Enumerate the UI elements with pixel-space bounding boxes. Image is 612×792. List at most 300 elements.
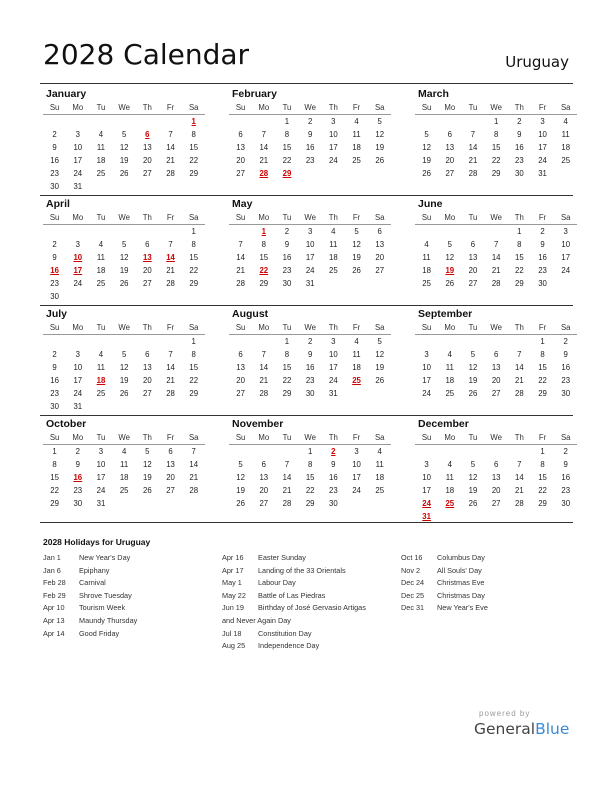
weekday-header: We <box>485 101 508 115</box>
day-cell: 8 <box>191 240 196 249</box>
day-cell: 27 <box>236 389 245 398</box>
weekday-header: We <box>113 431 136 445</box>
holiday-entry <box>43 552 137 565</box>
empty-cell <box>485 335 508 348</box>
empty-cell <box>159 335 182 348</box>
day-cell: 9 <box>331 460 336 469</box>
day-cell: 6 <box>470 240 476 249</box>
brand-general: General <box>474 720 536 738</box>
weekday-header: Mo <box>66 431 89 445</box>
day-cell: 4 <box>331 227 336 236</box>
weekday-header: Fr <box>531 101 554 115</box>
day-cell: 19 <box>375 143 385 152</box>
weekday-header: Fr <box>345 431 368 445</box>
divider <box>40 195 573 196</box>
day-cell: 10 <box>73 363 83 372</box>
day-cell: 13 <box>143 143 152 152</box>
day-cell: 11 <box>352 130 361 139</box>
month-name: May <box>232 198 253 210</box>
day-cell: 2 <box>563 447 568 456</box>
day-cell: 17 <box>422 376 431 385</box>
weekday-header: Th <box>322 431 345 445</box>
day-cell: 30 <box>515 169 524 178</box>
weekday-header: Th <box>136 321 159 335</box>
day-cell: 3 <box>354 447 359 456</box>
day-cell: 26 <box>468 499 478 508</box>
holiday-day: 2 <box>331 447 336 456</box>
day-cell: 23 <box>561 376 571 385</box>
month-name: January <box>46 88 87 100</box>
day-cell: 9 <box>563 460 568 469</box>
weekday-header: Mo <box>66 321 89 335</box>
day-cell: 2 <box>284 227 290 236</box>
day-cell: 29 <box>189 169 199 178</box>
holiday-name: Shrove Tuesday <box>79 590 132 600</box>
country-name: Uruguay <box>505 53 569 71</box>
day-cell: 21 <box>282 486 292 495</box>
holiday-name: Battle of Las Piedras <box>258 590 326 600</box>
day-cell: 26 <box>468 389 478 398</box>
day-cell: 12 <box>468 363 478 372</box>
holiday-day: 24 <box>422 499 431 508</box>
day-cell: 13 <box>491 473 501 482</box>
day-cell: 15 <box>538 363 547 372</box>
day-cell: 27 <box>236 169 245 178</box>
day-cell: 25 <box>352 156 361 165</box>
day-cell: 3 <box>75 240 80 249</box>
empty-cell <box>136 225 159 238</box>
day-cell: 12 <box>352 240 361 249</box>
holiday-day: 1 <box>261 227 266 236</box>
brand-logo[interactable] <box>474 720 569 738</box>
day-cell: 13 <box>143 363 152 372</box>
day-cell: 8 <box>284 350 290 359</box>
day-cell: 11 <box>422 253 431 262</box>
day-cell: 19 <box>468 486 478 495</box>
holiday-name: Christmas Day <box>437 590 485 600</box>
day-cell: 8 <box>284 130 290 139</box>
day-cell: 24 <box>73 389 83 398</box>
day-cell: 7 <box>517 350 522 359</box>
weekday-header: Fr <box>345 321 368 335</box>
weekday-header: We <box>485 321 508 335</box>
weekday-header: Sa <box>554 321 577 335</box>
day-cell: 17 <box>73 156 83 165</box>
holiday-day: 1 <box>191 117 196 126</box>
day-cell: 5 <box>121 240 127 249</box>
weekday-header: Sa <box>554 431 577 445</box>
day-cell: 10 <box>352 460 361 469</box>
weekday-header: Sa <box>182 211 205 225</box>
day-cell: 16 <box>515 143 524 152</box>
month-april <box>43 198 208 303</box>
holiday-day: 6 <box>145 130 150 139</box>
holiday-entry <box>222 628 366 641</box>
day-cell: 15 <box>515 253 524 262</box>
holiday-column <box>401 552 488 615</box>
day-cell: 26 <box>143 486 152 495</box>
day-cell: 15 <box>189 363 199 372</box>
day-cell: 10 <box>305 240 315 249</box>
month-july <box>43 308 208 413</box>
month-name: September <box>418 308 473 320</box>
day-cell: 27 <box>491 389 501 398</box>
day-cell: 14 <box>282 473 292 482</box>
day-cell: 17 <box>538 143 547 152</box>
holiday-date: Nov 2 <box>401 565 421 575</box>
empty-cell <box>438 225 461 238</box>
holiday-date: Jun 19 <box>222 603 244 613</box>
day-cell: 27 <box>166 486 175 495</box>
day-cell: 11 <box>561 130 570 139</box>
empty-cell <box>229 225 252 238</box>
day-cell: 27 <box>143 169 152 178</box>
day-cell: 27 <box>259 499 269 508</box>
day-cell: 22 <box>491 156 501 165</box>
day-cell: 2 <box>52 240 57 249</box>
day-cell: 17 <box>96 473 106 482</box>
day-cell: 25 <box>96 389 106 398</box>
day-cell: 3 <box>307 227 313 236</box>
day-cell: 26 <box>119 389 129 398</box>
day-cell: 5 <box>447 240 452 249</box>
weekday-header: We <box>485 431 508 445</box>
weekday-header: Tu <box>89 211 112 225</box>
day-cell: 20 <box>491 486 501 495</box>
day-cell: 29 <box>50 499 59 508</box>
day-cell: 15 <box>538 473 547 482</box>
day-cell: 31 <box>96 499 106 508</box>
day-cell: 21 <box>166 266 175 275</box>
month-march <box>415 88 580 180</box>
day-cell: 9 <box>307 130 313 139</box>
day-cell: 16 <box>561 473 571 482</box>
day-cell: 17 <box>305 253 315 262</box>
day-cell: 13 <box>468 253 478 262</box>
weekday-header: Th <box>322 211 345 225</box>
holiday-name: Tourism Week <box>79 603 126 613</box>
day-cell: 4 <box>98 350 104 359</box>
day-cell: 27 <box>375 266 385 275</box>
weekday-header: Mo <box>252 211 275 225</box>
day-cell: 15 <box>305 473 315 482</box>
day-cell: 3 <box>98 447 104 456</box>
day-cell: 9 <box>563 350 568 359</box>
day-cell: 21 <box>259 376 269 385</box>
holiday-name: Landing of the 33 Orientals <box>258 565 346 575</box>
weekday-header: Mo <box>66 211 89 225</box>
day-cell: 5 <box>238 460 243 469</box>
day-cell: 14 <box>491 253 501 262</box>
holiday-date: Jul 18 <box>222 628 242 638</box>
weekday-header: Sa <box>368 431 391 445</box>
holiday-name: Epiphany <box>79 565 110 575</box>
day-cell: 7 <box>168 130 173 139</box>
day-cell: 30 <box>561 389 571 398</box>
empty-cell <box>252 335 275 348</box>
weekday-header: Tu <box>275 321 298 335</box>
day-cell: 12 <box>445 253 455 262</box>
day-cell: 22 <box>282 156 292 165</box>
day-cell: 31 <box>73 182 83 191</box>
empty-cell <box>415 445 438 458</box>
day-cell: 18 <box>329 253 338 262</box>
day-cell: 11 <box>329 240 338 249</box>
weekday-header: Th <box>136 431 159 445</box>
month-name: March <box>418 88 449 100</box>
weekday-header: Th <box>136 211 159 225</box>
weekday-header: Th <box>136 101 159 115</box>
day-cell: 16 <box>305 363 315 372</box>
day-cell: 6 <box>145 350 150 359</box>
holiday-date: Apr 10 <box>43 603 65 613</box>
day-cell: 18 <box>561 143 571 152</box>
day-cell: 17 <box>329 143 338 152</box>
holiday-name: Easter Sunday <box>258 553 306 562</box>
day-cell: 21 <box>259 156 269 165</box>
empty-cell <box>508 335 531 348</box>
month-name: October <box>46 418 87 430</box>
empty-cell <box>66 115 89 128</box>
day-cell: 16 <box>538 253 547 262</box>
day-cell: 14 <box>236 253 245 262</box>
weekday-header: Su <box>229 211 252 225</box>
day-cell: 6 <box>447 130 452 139</box>
empty-cell <box>113 335 136 348</box>
empty-cell <box>66 225 89 238</box>
holiday-entry <box>222 615 366 628</box>
day-cell: 24 <box>305 266 315 275</box>
day-cell: 8 <box>261 240 266 249</box>
day-cell: 24 <box>561 266 571 275</box>
day-cell: 18 <box>422 266 431 275</box>
day-cell: 3 <box>424 350 429 359</box>
weekday-header: Tu <box>461 101 484 115</box>
month-november <box>229 418 394 510</box>
day-cell: 15 <box>282 143 292 152</box>
day-cell: 1 <box>191 227 196 236</box>
day-cell: 12 <box>375 130 385 139</box>
day-cell: 9 <box>540 240 545 249</box>
month-january <box>43 88 208 193</box>
day-cell: 21 <box>515 486 524 495</box>
holiday-name: Carnival <box>79 578 106 588</box>
day-cell: 12 <box>119 363 129 372</box>
day-cell: 17 <box>561 253 571 262</box>
day-cell: 17 <box>422 486 431 495</box>
day-cell: 4 <box>377 447 382 456</box>
holiday-day: 22 <box>259 266 269 275</box>
day-cell: 23 <box>305 376 315 385</box>
weekday-header: Mo <box>438 101 461 115</box>
day-cell: 23 <box>73 486 83 495</box>
day-cell: 5 <box>354 227 359 236</box>
day-cell: 11 <box>445 473 454 482</box>
day-cell: 28 <box>282 499 292 508</box>
day-cell: 25 <box>561 156 571 165</box>
weekday-header: Tu <box>89 321 112 335</box>
day-cell: 22 <box>305 486 315 495</box>
day-cell: 11 <box>120 460 129 469</box>
day-cell: 24 <box>352 486 361 495</box>
holiday-name: Maundy Thursday <box>79 615 138 625</box>
holiday-day: 10 <box>73 253 83 262</box>
empty-cell <box>438 445 461 458</box>
day-cell: 28 <box>166 389 175 398</box>
holiday-date: May 1 <box>222 578 242 588</box>
weekday-header: Th <box>508 431 531 445</box>
day-cell: 12 <box>119 253 129 262</box>
day-cell: 10 <box>422 473 431 482</box>
day-cell: 24 <box>329 156 338 165</box>
month-name: August <box>232 308 269 320</box>
day-cell: 6 <box>145 240 150 249</box>
empty-cell <box>275 445 298 458</box>
empty-cell <box>252 445 275 458</box>
day-cell: 11 <box>445 363 454 372</box>
holiday-date: Feb 29 <box>43 590 66 600</box>
day-cell: 20 <box>491 376 501 385</box>
day-cell: 19 <box>119 156 129 165</box>
day-cell: 20 <box>143 266 152 275</box>
weekday-header: Tu <box>89 101 112 115</box>
empty-cell <box>461 335 484 348</box>
weekday-header: Su <box>43 211 66 225</box>
holiday-entry <box>43 565 137 578</box>
day-cell: 6 <box>168 447 173 456</box>
day-cell: 7 <box>284 460 290 469</box>
day-cell: 30 <box>561 499 571 508</box>
holiday-entry <box>222 602 366 615</box>
day-cell: 13 <box>445 143 455 152</box>
month-june <box>415 198 580 290</box>
holiday-date: Oct 16 <box>401 553 423 562</box>
holiday-entry <box>401 577 488 590</box>
day-cell: 19 <box>236 486 245 495</box>
day-cell: 9 <box>52 253 57 262</box>
day-cell: 4 <box>121 447 127 456</box>
day-cell: 23 <box>305 156 315 165</box>
day-cell: 22 <box>538 376 547 385</box>
empty-cell <box>159 115 182 128</box>
day-cell: 15 <box>189 143 199 152</box>
holiday-name: All Souls' Day <box>437 565 482 575</box>
holiday-day: 17 <box>73 266 83 275</box>
day-cell: 19 <box>422 156 431 165</box>
weekday-header: Sa <box>368 321 391 335</box>
day-cell: 14 <box>468 143 478 152</box>
weekday-header: We <box>113 101 136 115</box>
weekday-header: Sa <box>554 211 577 225</box>
holiday-entry <box>401 552 488 565</box>
holiday-day: 28 <box>259 169 269 178</box>
holiday-name: Columbus Day <box>437 553 485 562</box>
empty-cell <box>66 335 89 348</box>
day-cell: 13 <box>236 363 245 372</box>
day-cell: 21 <box>189 473 199 482</box>
weekday-header: Tu <box>89 431 112 445</box>
day-cell: 4 <box>447 350 452 359</box>
day-cell: 25 <box>96 169 106 178</box>
day-cell: 20 <box>236 156 245 165</box>
day-cell: 8 <box>540 460 545 469</box>
weekday-header: Su <box>229 431 252 445</box>
weekday-header: Sa <box>182 321 205 335</box>
weekday-header: Su <box>43 321 66 335</box>
day-cell: 14 <box>166 363 175 372</box>
day-cell: 8 <box>493 130 499 139</box>
weekday-header: Th <box>508 101 531 115</box>
weekday-header: Th <box>322 321 345 335</box>
day-cell: 2 <box>540 227 545 236</box>
day-cell: 4 <box>424 240 429 249</box>
weekday-header: Su <box>43 101 66 115</box>
holiday-date: Apr 16 <box>222 553 244 562</box>
day-cell: 26 <box>236 499 245 508</box>
day-cell: 27 <box>468 279 478 288</box>
holiday-name: Good Friday <box>79 628 120 638</box>
day-cell: 22 <box>50 486 59 495</box>
day-cell: 6 <box>238 350 243 359</box>
weekday-header: Sa <box>368 101 391 115</box>
day-cell: 1 <box>517 227 522 236</box>
day-cell: 2 <box>75 447 80 456</box>
weekday-header: We <box>299 101 322 115</box>
month-august <box>229 308 394 400</box>
holiday-name: Birthday of José Gervasio Artigas <box>258 603 366 613</box>
holiday-name: Christmas Eve <box>437 578 485 588</box>
day-cell: 20 <box>143 156 152 165</box>
day-cell: 26 <box>445 279 455 288</box>
day-cell: 13 <box>375 240 385 249</box>
holiday-name: and Never Again Day <box>222 615 291 625</box>
day-cell: 3 <box>331 117 336 126</box>
weekday-header: We <box>299 321 322 335</box>
day-cell: 21 <box>166 156 175 165</box>
empty-cell <box>229 115 252 128</box>
powered-by: powered by <box>479 709 531 718</box>
day-cell: 25 <box>329 266 338 275</box>
day-cell: 19 <box>119 266 129 275</box>
holiday-entry <box>43 602 137 615</box>
day-cell: 28 <box>189 486 199 495</box>
day-cell: 28 <box>515 389 524 398</box>
holiday-date: Feb 28 <box>43 578 66 588</box>
day-cell: 1 <box>307 447 313 456</box>
day-cell: 4 <box>563 117 568 126</box>
holiday-entry <box>43 590 137 603</box>
day-cell: 20 <box>166 473 175 482</box>
day-cell: 16 <box>305 143 315 152</box>
day-cell: 30 <box>538 279 547 288</box>
day-cell: 12 <box>468 473 478 482</box>
day-cell: 6 <box>238 130 243 139</box>
day-cell: 26 <box>375 156 385 165</box>
day-cell: 9 <box>52 363 57 372</box>
weekday-header: Fr <box>531 431 554 445</box>
day-cell: 29 <box>515 279 524 288</box>
day-cell: 10 <box>96 460 106 469</box>
day-cell: 27 <box>491 499 501 508</box>
day-cell: 23 <box>538 266 547 275</box>
day-cell: 18 <box>96 266 106 275</box>
empty-cell <box>252 115 275 128</box>
day-cell: 15 <box>282 363 292 372</box>
day-cell: 17 <box>329 363 338 372</box>
day-cell: 29 <box>189 279 199 288</box>
day-cell: 29 <box>282 389 292 398</box>
month-october <box>43 418 208 510</box>
